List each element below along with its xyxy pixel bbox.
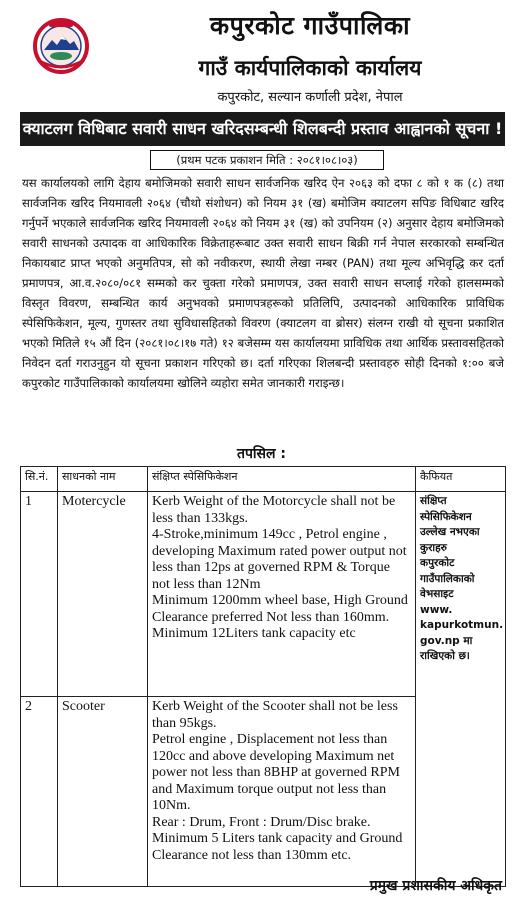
remark-line: संक्षिप्त	[420, 495, 447, 507]
col-header-specification: संक्षिप्त स्पेसिफिकेशन	[148, 467, 416, 492]
remark-line: kapurkotmun.	[420, 619, 504, 631]
notice-body: यस कार्यालयको लागि देहाय बमोजिमको सवारी साधन सार्वजनिक खरिद ऐन २०६३ को दफा ८ को १ क (८) तथा सार्वजनिक खरिद नियमावली २०६४ (चौथो संशोधन) को नियम ३१ (ख) बमोजिम क्याटलग सपिङ विधिबाट खरिद गर्नुपर्ने भएकाले सार्वजनिक खरिद नियमावली २०६४ को नियम ३१ (ख) को उपनियम (२) अनुसार देहाय बमोजिमको सवारी साधनको उत्पादक वा आधिकारिक विक्रेताहरूबाट उक्त सवारी साधन बिक्री गर्न नेपाल सरकारको सम्बन्धित निकायबाट प्राप्त भएको अनुमतिपत्र, सो को नवीकरण, स्थायी लेखा नम्बर (PAN) तथा मूल्य अभिवृद्धि कर दर्ता प्रमाणपत्र, आ.व.२०८०/०८१ सम्मको कर चुक्ता गरेको प्रमाणपत्र, उक्त सवारी साधन सप्लाई गरेको हालसम्मको विस्तृत विवरण, सम्बन्धित कार्य अनुभवको प्रमाणपत्रहरूको प्रतिलिपि, उत्पादनको आधिकारिक प्राविधिक स्पेसिफिकेशन, मूल्य, गुणस्तर तथा सुविधासहितको विवरण (क्याटलग वा ब्रोसर) संलग्न राखी यो सूचना प्रकाशित भएको मितिले १५ औं दिन (२०८१।०८।१७ गते) १२ बजेसम्म यस कार्यालयमा प्राविधिक तथा आर्थिक प्रस्तावसहितको निवेदन दर्ता गराउनुहुन यो सूचना प्रकाशन गरिएको छ। दर्ता गरिएका शिलबन्दी प्रस्तावहरु सोही दिनको १:०० बजे कपुरकोट गाउँपालिकाको कार्यालयमा खोलिने व्यहोरा समेत जानकारी गराइन्छ।	[22, 176, 504, 390]
spec-line: 4-Stroke,minimum 149cc , Petrol engine , developing Maximum rated power output not less than 12ps at governed RPM & Torque not less than 12Nm	[152, 527, 407, 592]
remark-line: वेभसाइट	[420, 588, 454, 600]
remark-line: स्पेसिफिकेशन	[420, 510, 472, 523]
office-title: कपुरकोट गाउँपालिका	[209, 11, 411, 40]
col-header-vehicle-name: साधनको नाम	[58, 467, 148, 492]
row-vehicle-name: Scooter	[58, 697, 148, 887]
remark-line: राखिएको छ।	[420, 650, 470, 662]
spec-line: Kerb Weight of the Motorcycle shall not be less than 133kgs.	[152, 494, 396, 526]
remark-line: gov.np मा	[420, 634, 473, 647]
notice-banner: क्याटलग विधिबाट सवारी साधन खरिदसम्बन्धी शिलबन्दी प्रस्ताव आह्वानको सूचना !	[20, 112, 505, 146]
remark-line: कपुरकोट	[420, 557, 455, 569]
spec-line: Minimum 1200mm wheel base, High Ground Clearance preferred Not less than 160mm.	[152, 593, 408, 625]
remarks-cell	[416, 492, 506, 887]
remark-line: गाउँपालिकाको	[420, 572, 475, 585]
remark-line: www.	[420, 603, 453, 616]
publication-date: (प्रथम पटक प्रकाशन मिति : २०८१।०८।०३)	[150, 150, 384, 170]
row-vehicle-name: Motercycle	[58, 492, 148, 697]
table-header-row	[21, 467, 506, 492]
remark-line: कुराहरु	[420, 541, 447, 554]
spec-line: Petrol engine , Displacement not less than 120cc and above developing Maximum net power not less than 8BHP at governed RPM and Maximum torque output not less than 10Nm.	[152, 732, 400, 813]
remark-line: उल्लेख नभएका	[420, 526, 480, 538]
row-serial: 1	[21, 492, 58, 697]
office-subtitle: गाउँ कार्यपालिकाको कार्यालय	[198, 56, 422, 80]
nepal-government-emblem-icon	[30, 16, 92, 74]
spec-line: Rear : Drum, Front : Drum/Disc brake. Minimum 5 Liters tank capacity and Ground Clearance not less than 130mm etc.	[152, 814, 403, 863]
table-row	[21, 492, 506, 697]
col-header-remarks: कैफियत	[416, 467, 506, 492]
row-specification	[148, 492, 416, 697]
signatory-title: प्रमुख प्रशासकीय अधिकृत	[369, 878, 502, 894]
office-address: कपुरकोट, सल्यान कर्णाली प्रदेश, नेपाल	[217, 90, 403, 105]
spec-line: Minimum 12Liters tank capacity etc	[152, 626, 356, 641]
col-header-serial: सि.नं.	[21, 467, 58, 492]
row-specification	[148, 697, 416, 887]
spec-line: Kerb Weight of the Scooter shall not be less than 95kgs.	[152, 699, 398, 731]
table-title: तपसिल :	[237, 446, 286, 462]
row-serial: 2	[21, 697, 58, 887]
specification-table	[20, 466, 506, 887]
